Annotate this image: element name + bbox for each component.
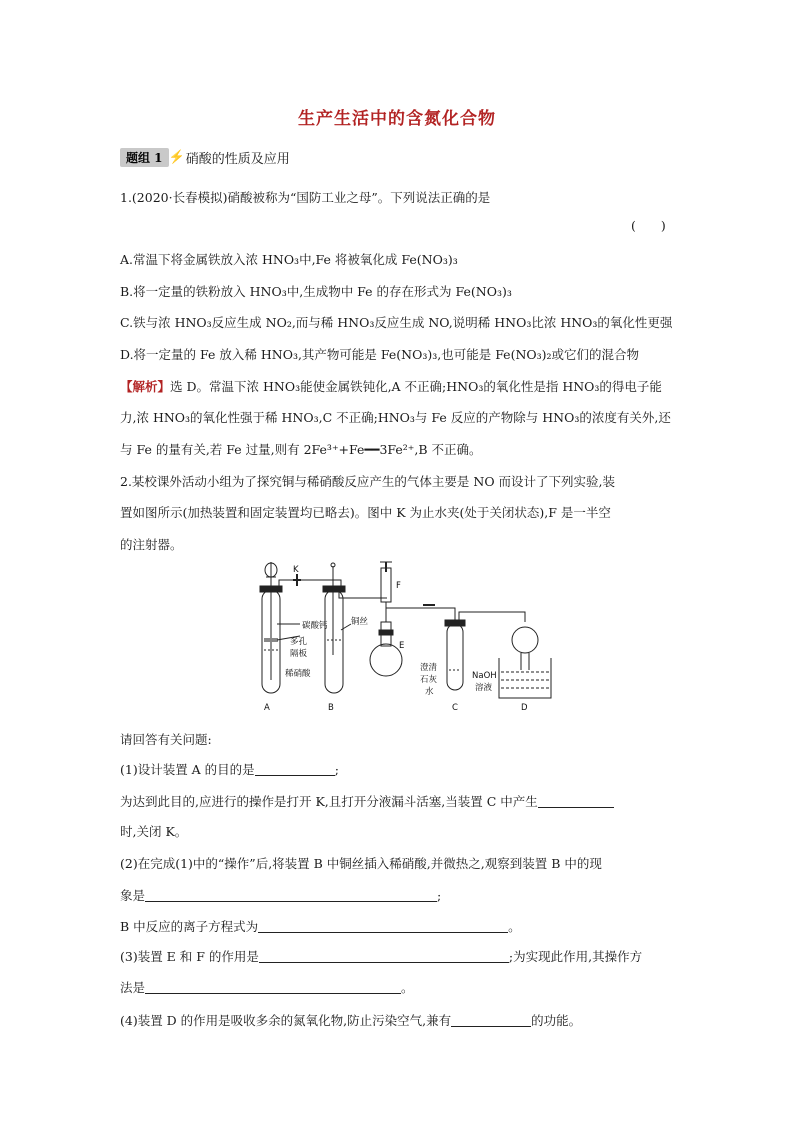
label-porous-2: 隔板 <box>290 649 308 659</box>
label-c: C <box>452 703 458 713</box>
q1-analysis-line-1: 【解析】选 D。常温下浓 HNO₃能使金属铁钝化,A 不正确;HNO₃的氧化性是指 HNO₃的得电子能 <box>120 379 662 394</box>
q2-part-2a: (2)在完成(1)中的“操作”后,将装置 B 中铜丝插入稀硝酸,并微热之,观察到装置 B 中的现 <box>120 856 602 871</box>
q1-option-a: A.常温下将金属铁放入浓 HNO₃中,Fe 将被氧化成 Fe(NO₃)₃ <box>120 252 458 267</box>
q2-part-4: (4)装置 D 的作用是吸收多余的氮氧化物,防止污染空气,兼有 的功能。 <box>120 1013 582 1028</box>
q1-option-b: B.将一定量的铁粉放入 HNO₃中,生成物中 Fe 的存在形式为 Fe(NO₃)₃ <box>120 284 512 299</box>
label-lime-2: 石灰 <box>420 675 438 685</box>
label-carbonate: 碳酸钙 <box>302 621 328 631</box>
answer-blank[interactable] <box>538 793 614 808</box>
answer-blank[interactable] <box>259 948 509 963</box>
q2-part-3a: (3)装置 E 和 F 的作用是 ;为实现此作用,其操作方 <box>120 949 643 964</box>
lightning-icon: ⚡ <box>168 150 185 165</box>
q1-analysis-line-2: 力,浓 HNO₃的氧化性强于稀 HNO₃,C 不正确;HNO₃与 Fe 反应的产物除与 HNO₃的浓度有关外,还 <box>120 410 671 425</box>
analysis-tag: 【解析】 <box>120 379 171 394</box>
label-f: F <box>396 581 401 591</box>
q2-prompt: 请回答有关问题: <box>120 732 212 747</box>
q2-stem-line-1: 2.某校课外活动小组为了探究铜与稀硝酸反应产生的气体主要是 NO 而设计了下列实验,装 <box>120 474 616 489</box>
question-group-header <box>120 148 290 167</box>
group-badge: 题组 1 <box>120 148 169 167</box>
q2-part-2b: 象是 ; <box>120 888 442 903</box>
q1-stem: 1.(2020·长春模拟)硝酸被称为“国防工业之母”。下列说法正确的是 <box>120 190 491 205</box>
q2-part-2c: B 中反应的离子方程式为 。 <box>120 919 521 934</box>
label-k: K <box>293 565 299 575</box>
q2-part-3b: 法是 。 <box>120 980 414 995</box>
label-naoh-1: NaOH <box>472 671 497 681</box>
answer-blank[interactable] <box>451 1012 531 1027</box>
label-a: A <box>264 703 270 713</box>
page-title: 生产生活中的含氮化合物 <box>298 109 496 129</box>
answer-blank[interactable] <box>145 887 437 902</box>
label-e: E <box>399 641 405 651</box>
q2-part-1c: 时,关闭 K。 <box>120 824 188 839</box>
q1-option-d: D.将一定量的 Fe 放入稀 HNO₃,其产物可能是 Fe(NO₃)₃,也可能是 Fe(NO₃)₂或它们的混合物 <box>120 347 640 362</box>
label-naoh-2: 溶液 <box>475 683 493 693</box>
group-title: 硝酸的性质及应用 <box>185 152 290 167</box>
label-lime-3: 水 <box>425 687 434 697</box>
label-porous-1: 多孔 <box>290 637 308 647</box>
label-lime-1: 澄清 <box>420 663 438 673</box>
label-dilute-acid: 稀硝酸 <box>285 669 311 679</box>
q1-analysis-line-3: 与 Fe 的量有关,若 Fe 过量,则有 2Fe³⁺+Fe━━3Fe²⁺,B 不正确。 <box>120 442 482 457</box>
label-copper: 铜丝 <box>351 617 369 627</box>
q2-part-1a: (1)设计装置 A 的目的是 ; <box>120 762 339 777</box>
answer-paren: ( ) <box>631 218 666 233</box>
q1-option-c: C.铁与浓 HNO₃反应生成 NO₂,而与稀 HNO₃反应生成 NO,说明稀 HNO₃比浓 HNO₃的氧化性更强 <box>120 315 673 330</box>
q2-stem-line-2: 置如图所示(加热装置和固定装置均已略去)。图中 K 为止水夹(处于关闭状态),F 是一半空 <box>120 505 611 520</box>
apparatus-diagram <box>255 560 555 718</box>
answer-blank[interactable] <box>145 979 401 994</box>
label-b: B <box>328 703 334 713</box>
q2-stem-line-3: 的注射器。 <box>120 537 183 552</box>
answer-blank[interactable] <box>255 761 335 776</box>
q2-part-1b: 为达到此目的,应进行的操作是打开 K,且打开分液漏斗活塞,当装置 C 中产生 <box>120 792 614 810</box>
label-d: D <box>521 703 528 713</box>
answer-blank[interactable] <box>258 918 508 933</box>
